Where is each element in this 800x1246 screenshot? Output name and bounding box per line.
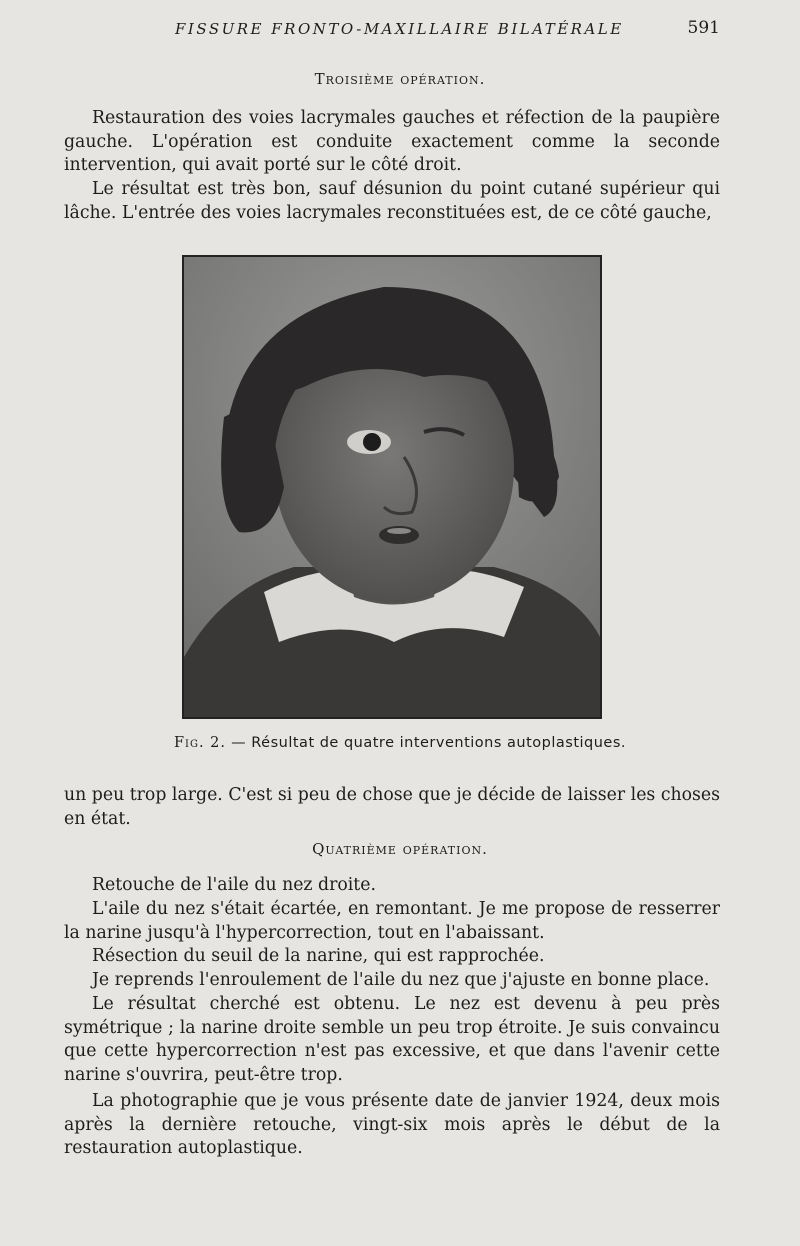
figure-label: Fig. 2. (173, 735, 227, 751)
paragraph-1: Restauration des voies lacrymales gauches et réfection de la paupière gauche. L'opération est conduite exactement comme la seconde intervention, qui avait porté sur le côté droit. (64, 108, 720, 176)
figure-caption (0, 735, 800, 751)
paragraph-5: L'aile du nez s'était écartée, en remontant. Je me propose de resserrer la narine jusqu'à l'hypercorrection, tout en l'abaissant. (64, 899, 720, 943)
section-heading-third: Troisième opération. (314, 70, 486, 88)
figure-photograph (182, 255, 602, 719)
caption-text: Résultat de quatre interventions autoplastiques. (251, 735, 627, 751)
paragraph-2: Le résultat est très bon, sauf désunion du point cutané supérieur qui lâche. L'entrée des voies lacrymales reconstituées est, de ce côté gauche, (64, 179, 720, 223)
paragraph-4: Retouche de l'aile du nez droite. (92, 875, 376, 895)
running-title: FISSURE FRONTO-MAXILLAIRE BILATÉRALE (175, 20, 624, 38)
caption-dash: — (226, 735, 252, 751)
child-portrait-photo (184, 257, 600, 717)
paragraph-3: un peu trop large. C'est si peu de chose que je décide de laisser les choses en état. (64, 785, 720, 829)
paragraph-9: La photographie que je vous présente date de janvier 1924, deux mois après la dernière retouche, vingt-six mois après le début de la restauration autoplastique. (64, 1091, 720, 1159)
paragraph-6: Résection du seuil de la narine, qui est rapprochée. (92, 946, 545, 966)
paragraph-7: Je reprends l'enroulement de l'aile du nez que j'ajuste en bonne place. (92, 970, 710, 990)
page-number: 591 (687, 18, 720, 38)
running-head (175, 18, 720, 42)
paragraph-8: Le résultat cherché est obtenu. Le nez est devenu à peu près symétrique ; la narine droite semble un peu trop étroite. Je suis convaincu que cette hypercorrection n'est pas excessive, et que dans l'avenir cette narine s'ouvrira, peut-être trop. (64, 994, 720, 1085)
section-heading-fourth: Quatrième opération. (312, 840, 488, 858)
